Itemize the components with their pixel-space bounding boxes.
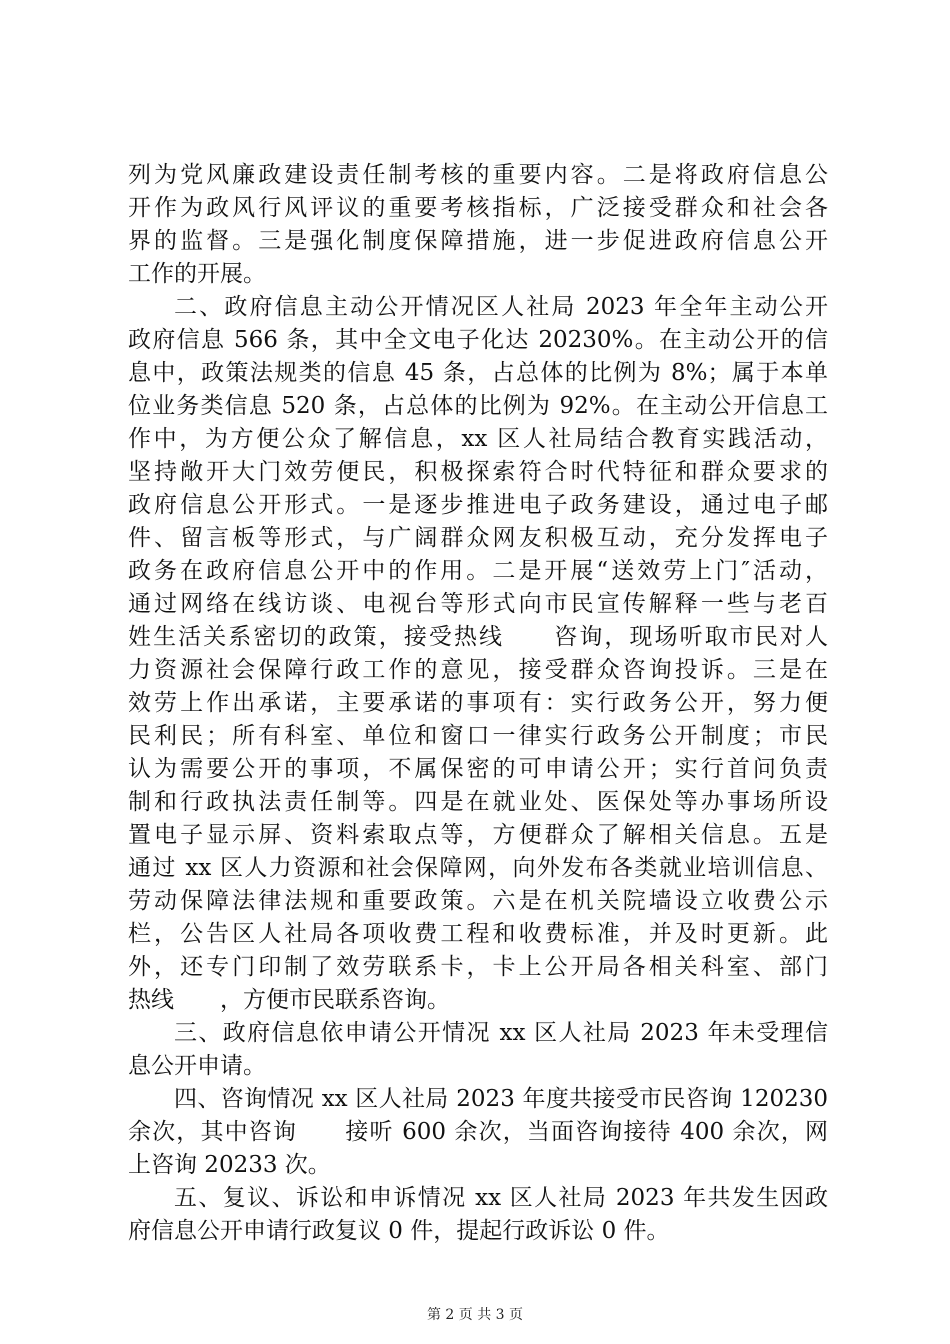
text-line: 效劳上作出承诺，主要承诺的事项有：实行政务公开，努力便 [128,690,828,716]
text-line: 坚持敞开大门效劳便民，积极探索符合时代特征和群众要求的 [128,459,828,485]
text-line: 余次，其中咨询 接听 600 余次，当面咨询接待 400 余次，网 [128,1119,828,1145]
text-line: 民利民；所有科室、单位和窗口一律实行政务公开制度；市民 [128,723,828,749]
text-line: 府信息公开申请行政复议 0 件，提起行政诉讼 0 件。 [128,1218,670,1244]
text-line: 劳动保障法律法规和重要政策。六是在机关院墙设立收费公示 [128,888,828,914]
text-line: 外，还专门印制了效劳联系卡，卡上公开局各相关科室、部门 [128,954,828,980]
document-body [128,159,828,1248]
text-line: 二、政府信息主动公开情况区人社局 2023 年全年主动公开 [174,294,828,320]
text-line: 息公开申请。 [128,1053,266,1079]
text-line: 认为需要公开的事项，不属保密的可申请公开；实行首问负责 [128,756,828,782]
text-line: 政府信息 566 条，其中全文电子化达 20230%。在主动公开的信 [128,327,828,353]
text-line: 四、咨询情况 xx 区人社局 2023 年度共接受市民咨询 120230 [174,1086,828,1112]
text-line: 力资源社会保障行政工作的意见，接受群众咨询投诉。三是在 [128,657,828,683]
text-line: 列为党风廉政建设责任制考核的重要内容。二是将政府信息公 [128,162,828,188]
text-line: 通过 xx 区人力资源和社会保障网，向外发布各类就业培训信息、 [128,855,828,881]
text-line: 栏，公告区人社局各项收费工程和收费标准，并及时更新。此 [128,921,828,947]
text-line: 置电子显示屏、资料索取点等，方便群众了解相关信息。五是 [128,822,828,848]
text-line: 五、复议、诉讼和申诉情况 xx 区人社局 2023 年共发生因政 [174,1185,828,1211]
text-line: 政府信息公开形式。一是逐步推进电子政务建设，通过电子邮 [128,492,828,518]
text-line: 作中，为方便公众了解信息，xx 区人社局结合教育实践活动， [128,426,828,452]
text-line: 姓生活关系密切的政策，接受热线 咨询，现场听取市民对人 [128,624,828,650]
text-line: 上咨询 20233 次。 [128,1152,331,1178]
text-line: 制和行政执法责任制等。四是在就业处、医保处等办事场所设 [128,789,828,815]
text-line: 开作为政风行风评议的重要考核指标，广泛接受群众和社会各 [128,195,828,221]
text-line: 三、政府信息依申请公开情况 xx 区人社局 2023 年未受理信 [174,1020,828,1046]
text-line: 界的监督。三是强化制度保障措施，进一步促进政府信息公开 [128,228,828,254]
text-line: 工作的开展。 [128,261,266,287]
text-line: 通过网络在线访谈、电视台等形式向市民宣传解释一些与老百 [128,591,828,617]
text-line: 位业务类信息 520 条，占总体的比例为 92%。在主动公开信息工 [128,393,828,419]
text-line: 息中，政策法规类的信息 45 条，占总体的比例为 8%；属于本单 [128,360,828,386]
text-line: 热线 ，方便市民联系咨询。 [128,987,450,1013]
page-footer: 第 2 页 共 3 页 [426,1307,524,1323]
text-line: 政务在政府信息公开中的作用。二是开展“送效劳上门″活动， [128,558,828,584]
text-line: 件、留言板等形式，与广阔群众网友积极互动，充分发挥电子 [128,525,828,551]
